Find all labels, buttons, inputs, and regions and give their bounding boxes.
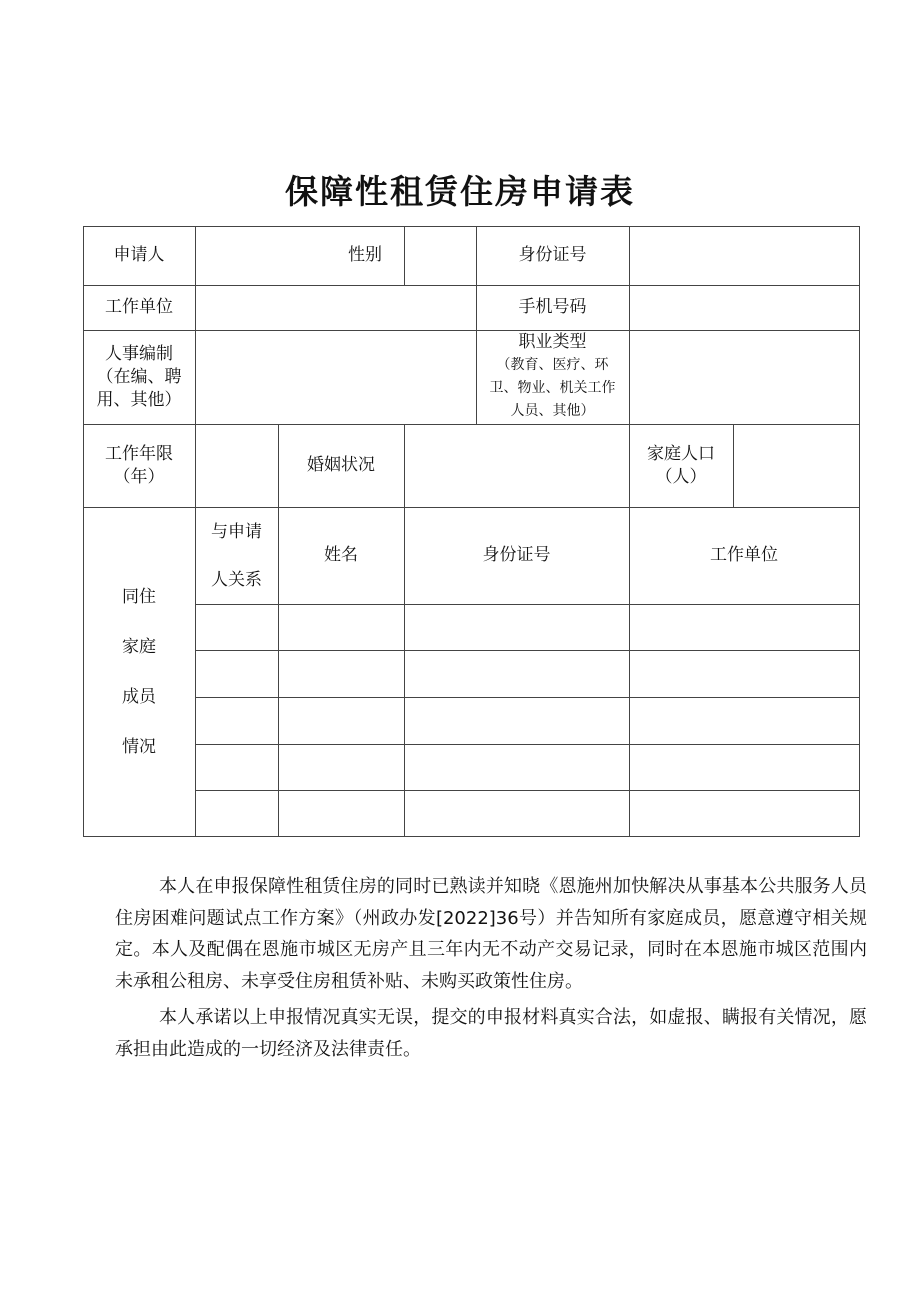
- id-number-label: 身份证号: [518, 245, 587, 265]
- occupation-label-note: （教育、医疗、环: [496, 357, 609, 373]
- name-header: 姓名: [324, 545, 358, 565]
- member-id-input[interactable]: [405, 745, 629, 790]
- member-name-input[interactable]: [279, 745, 404, 790]
- table-border-right: [859, 226, 860, 837]
- personnel-label-line: 用、其他）: [96, 389, 182, 410]
- mobile-label: 手机号码: [518, 297, 587, 317]
- member-id-input[interactable]: [405, 605, 629, 650]
- work-unit-input[interactable]: [196, 286, 476, 330]
- member-id-header: 身份证号: [482, 545, 551, 565]
- member-name-input[interactable]: [279, 605, 404, 650]
- table-border-bottom: [83, 836, 860, 837]
- marital-input[interactable]: [405, 425, 629, 507]
- members-section-line: 同住: [122, 586, 156, 607]
- personnel-input[interactable]: [196, 331, 476, 424]
- work-years-label-line: 工作年限: [105, 443, 173, 464]
- occupation-label: [476, 330, 629, 424]
- applicant-label: 申请人: [113, 245, 165, 265]
- member-work-unit-input[interactable]: [630, 745, 859, 790]
- members-section-line: 成员: [122, 686, 156, 707]
- form-title: 保障性租赁住房申请表: [285, 172, 635, 211]
- member-relation-input[interactable]: [196, 605, 278, 650]
- members-section-line: 家庭: [122, 636, 156, 657]
- declaration-paragraph: 本人在申报保障性租赁住房的同时已熟读并知晓《恩施州加快解决从事基本公共服务人员住房困难问题试点工作方案》（州政办发[2022]36号）并告知所有家庭成员，愿意遵守相关规定。本人及配偶在恩施市城区无房产且三年内无不动产交易记录，同时在本恩施市城区范围内未承租公租房、未享受住房租赁补贴、未购买政策性住房。: [115, 876, 867, 992]
- id-number-input[interactable]: [630, 227, 859, 285]
- relation-header: [195, 507, 278, 604]
- relation-header-line: 与申请: [211, 521, 262, 542]
- member-name-input[interactable]: [279, 651, 404, 697]
- members-section-line: 情况: [122, 736, 156, 757]
- household-label-line: （人）: [655, 466, 707, 487]
- personnel-label-line: （在编、聘: [96, 366, 182, 387]
- members-section-label: [83, 507, 195, 836]
- occupation-input[interactable]: [630, 331, 859, 424]
- household-input[interactable]: [734, 425, 859, 507]
- commitment-paragraph: 本人承诺以上申报情况真实无误，提交的申报材料真实合法，如虚报、瞒报有关情况，愿承担由此造成的一切经济及法律责任。: [115, 1007, 867, 1060]
- member-id-input[interactable]: [405, 698, 629, 744]
- personnel-label: [83, 330, 195, 424]
- mobile-input[interactable]: [630, 286, 859, 330]
- member-relation-input[interactable]: [196, 745, 278, 790]
- household-label-line: 家庭人口: [647, 443, 715, 464]
- applicant-input[interactable]: [196, 227, 326, 285]
- member-relation-input[interactable]: [196, 651, 278, 697]
- member-id-input[interactable]: [405, 651, 629, 697]
- member-work-unit-input[interactable]: [630, 651, 859, 697]
- occupation-label-title: 职业类型: [518, 332, 587, 352]
- gender-label: 性别: [348, 245, 382, 265]
- occupation-label-note: 卫、物业、机关工作: [489, 380, 616, 396]
- member-work-unit-input[interactable]: [630, 791, 859, 836]
- member-work-unit-input[interactable]: [630, 605, 859, 650]
- work-years-label-line: （年）: [113, 466, 165, 487]
- occupation-label-note: 人员、其他）: [510, 403, 595, 419]
- work-years-label: [83, 424, 195, 507]
- personnel-label-line: 人事编制: [105, 343, 173, 364]
- relation-header-line: 人关系: [211, 569, 262, 590]
- member-relation-input[interactable]: [196, 698, 278, 744]
- member-work-unit-input[interactable]: [630, 698, 859, 744]
- marital-label: 婚姻状况: [307, 455, 375, 475]
- work-unit-label: 工作单位: [105, 297, 173, 317]
- member-relation-input[interactable]: [196, 791, 278, 836]
- gender-input[interactable]: [405, 227, 476, 285]
- member-name-input[interactable]: [279, 698, 404, 744]
- member-id-input[interactable]: [405, 791, 629, 836]
- member-work-unit-header: 工作单位: [710, 545, 778, 565]
- household-label: [629, 424, 733, 507]
- member-name-input[interactable]: [279, 791, 404, 836]
- work-years-input[interactable]: [196, 425, 278, 507]
